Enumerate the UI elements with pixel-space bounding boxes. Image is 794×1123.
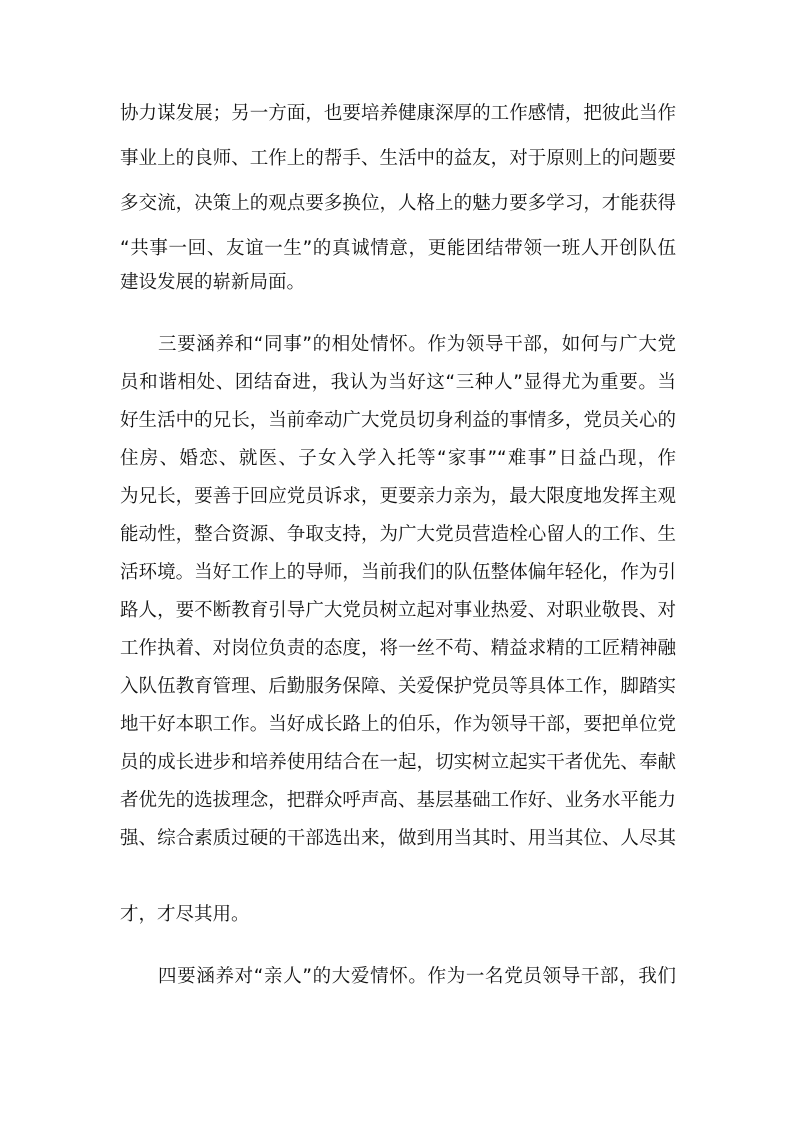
paragraph-2-line-5: 为兄长，要善于回应党员诉求，更要亲力亲为，最大限度地发挥主观	[120, 486, 676, 507]
paragraph-2-line-4: 住房、婚恋、就医、子女入学入托等“家事”“难事”日益凸现，作	[120, 448, 676, 469]
paragraph-2-line-3: 好生活中的兄长，当前牵动广大党员切身利益的事情多，党员关心的	[120, 410, 676, 431]
paragraph-2-line-9: 工作执着、对岗位负责的态度，将一丝不苟、精益求精的工匠精神融	[120, 638, 676, 659]
paragraph-2-line-13: 者优先的选拔理念，把群众呼声高、基层基础工作好、业务水平能力	[120, 790, 676, 811]
paragraph-2-line-12: 员的成长进步和培养使用结合在一起，切实树立起实干者优先、奉献	[120, 752, 676, 773]
paragraph-2-line-15: 才，才尽其用。	[120, 904, 250, 925]
paragraph-1-line-4: “共事一回、友谊一生”的真诚情意，更能团结带领一班人开创队伍	[120, 238, 676, 259]
paragraph-2-line-10: 入队伍教育管理、后勤服务保障、关爱保护党员等具体工作，脚踏实	[120, 676, 676, 697]
paragraph-2-line-1: 三要涵养和“同事”的相处情怀。作为领导干部，如何与广大党	[158, 334, 676, 355]
paragraph-2-line-11: 地干好本职工作。当好成长路上的伯乐，作为领导干部，要把单位党	[120, 714, 676, 735]
paragraph-3-line-1: 四要涵养对“亲人”的大爱情怀。作为一名党员领导干部，我们	[158, 966, 676, 987]
paragraph-1-line-5: 建设发展的崭新局面。	[120, 272, 306, 293]
paragraph-2-line-8: 路人，要不断教育引导广大党员树立起对事业热爱、对职业敬畏、对	[120, 600, 676, 621]
paragraph-1-line-1: 协力谋发展；另一方面，也要培养健康深厚的工作感情，把彼此当作	[120, 103, 676, 124]
paragraph-2-line-2: 员和谐相处、团结奋进，我认为当好这“三种人”显得尤为重要。当	[120, 372, 676, 393]
paragraph-2-line-6: 能动性，整合资源、争取支持，为广大党员营造栓心留人的工作、生	[120, 524, 676, 545]
paragraph-2-line-7: 活环境。当好工作上的导师，当前我们的队伍整体偏年轻化，作为引	[120, 562, 676, 583]
paragraph-1-line-2: 事业上的良师、工作上的帮手、生活中的益友，对于原则上的问题要	[120, 148, 676, 169]
paragraph-1-line-3: 多交流，决策上的观点要多换位，人格上的魅力要多学习，才能获得	[120, 193, 676, 214]
paragraph-2-line-14: 强、综合素质过硬的干部选出来，做到用当其时、用当其位、人尽其	[120, 828, 676, 849]
